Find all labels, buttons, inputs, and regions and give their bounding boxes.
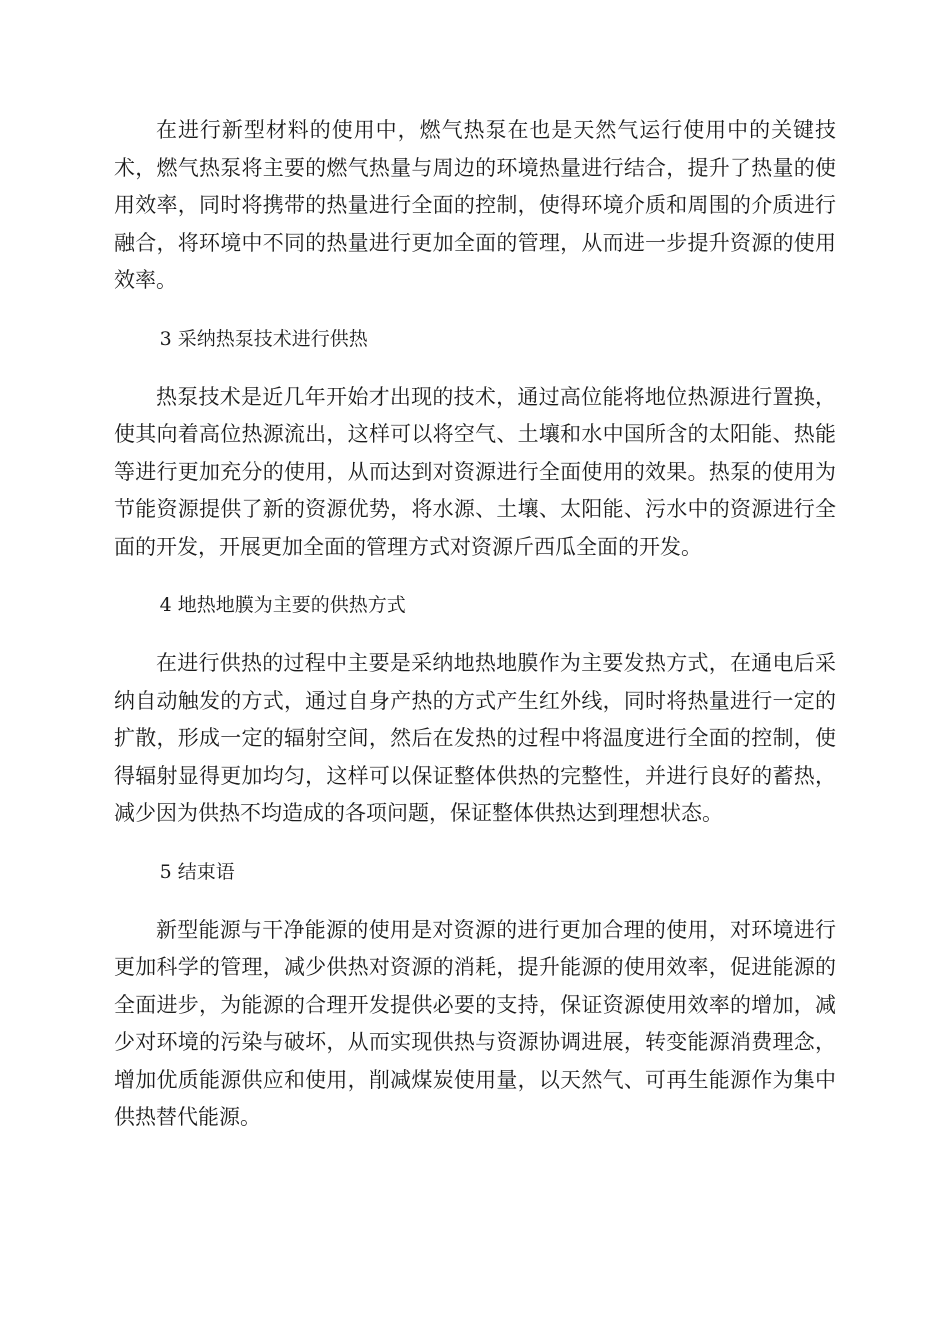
paragraph-gas-heat-pump: 在进行新型材料的使用中，燃气热泵在也是天然气运行使用中的关键技术，燃气热泵将主要的燃气热量与周边的环境热量进行结合，提升了热量的使用效率，同时将携带的热量进行全面的控制，使得环境介质和周围的介质进行融合，将环境中不同的热量进行更加全面的管理，从而进一步提升资源的使用效率。 [114,118,836,292]
document-body [114,112,836,1137]
section-heading-4: 4 地热地膜为主要的供热方式 [159,594,406,616]
paragraph-heat-pump-technology: 热泵技术是近几年开始才出现的技术，通过高位能将地位热源进行置换，使其向着高位热源流出，这样可以将空气、土壤和水中国所含的太阳能、热能等进行更加充分的使用，从而达到对资源进行全面使用的效果。热泵的使用为节能资源提供了新的资源优势，将水源、土壤、太阳能、污水中的资源进行全面的开发，开展更加全面的管理方式对资源斤西瓜全面的开发。 [114,384,836,559]
section-heading-5: 5 结束语 [159,860,235,883]
paragraph-conclusion: 新型能源与干净能源的使用是对资源的进行更加合理的使用，对环境进行更加科学的管理，减少供热对资源的消耗，提升能源的使用效率，促进能源的全面进步，为能源的合理开发提供必要的支持，保证资源使用效率的增加，减少对环境的污染与破坏，从而实现供热与资源协调进展，转变能源消费理念，增加优质能源供应和使用，削减煤炭使用量，以天然气、可再生能源作为集中供热替代能源。 [114,917,836,1129]
section-heading-3: 3 采纳热泵技术进行供热 [159,327,368,350]
paragraph-geothermal-film: 在进行供热的过程中主要是采纳地热地膜作为主要发热方式，在通电后采纳自动触发的方式，通过自身产热的方式产生红外线，同时将热量进行一定的扩散，形成一定的辐射空间，然后在发热的过程中将温度进行全面的控制，使得辐射显得更加均匀，这样可以保证整体供热的完整性，并进行良好的蓄热，减少因为供热不均造成的各项问题，保证整体供热达到理想状态。 [114,651,836,825]
